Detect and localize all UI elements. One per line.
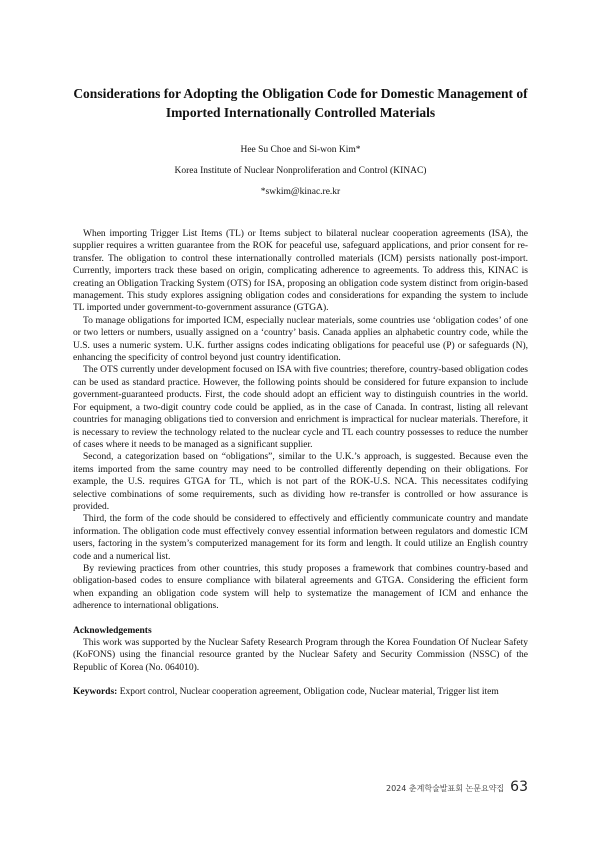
paragraph-1: When importing Trigger List Items (TL) or Items subject to bilateral nuclear cooperation agreements (ISA), the supplier requires a written guarantee from the ROK for peaceful use, safeguard applications, and prior consent for re-transfer. The obligation to control these internationally controlled materials (ICM) persists nationally post-import. Currently, importers track these based on origin, complicating adherence to agreements. To address this, KINAC is creating an Obligation Tracking System (OTS) for ISA, proposing an obligation code system distinct from origin-based management. This study explores assigning obligation codes and considerations for expanding the system to include TL imported under government-to-government assurance (GTGA). — [73, 229, 528, 314]
authors: Hee Su Choe and Si-won Kim* — [240, 145, 361, 155]
paragraph-2: To manage obligations for imported ICM, especially nuclear materials, some countries use ‘obligation codes’ of one or two letters or numbers, usually assigned on a ‘country’ basis. Canada applies an alphabetic country code, while the U.S. uses a numeric system. U.K. further assigns codes indicating obligations for peaceful use (P) or safeguards (N), enhancing the specificity of control beyond just country identification. — [73, 315, 528, 364]
paper-title: Considerations for Adopting the Obligation Code for Domestic Management of Imported Internationally Controlled Materials — [73, 86, 528, 120]
paper-page — [73, 84, 528, 699]
affiliation: Korea Institute of Nuclear Nonproliferation and Control (KINAC) — [174, 166, 427, 176]
acknowledgements-text: This work was supported by the Nuclear Safety Research Program through the Korea Foundation Of Nuclear Safety (KoFONS) using the financial resource granted by the Nuclear Safety and Security Commission (NSSC) of the Republic of Korea (No. 064010). — [73, 638, 528, 673]
keywords — [73, 686, 528, 698]
abstract-body — [73, 228, 528, 613]
paragraph-4: Second, a categorization based on “obligations”, similar to the U.K.’s approach, is suggested. Because even the items imported from the same country may need to be controlled differently depending on their obligations. For example, the U.S. requires GTGA for TL, which is not part of the ROK-U.S. NCA. This necessitates codifying selective combinations of some requirements, such as dividing how re-transfer is controlled or how assurance is provided. — [73, 452, 528, 512]
paragraph-5: Third, the form of the code should be considered to effectively and efficiently communicate country and mandate information. The obligation code must effectively convey essential information between regulators and domestic ICM users, factoring in the system’s computerized management for its form and length. It could utilize an English country code and a numerical list. — [73, 514, 528, 562]
paragraph-6: By reviewing practices from other countries, this study proposes a framework that combines country-based and obligation-based codes to ensure compliance with bilateral agreements and GTGA. Considering the efficient form when expanding an obligation code system will help to systematize the management of ICM and enhance the adherence to international obligations. — [73, 563, 528, 612]
keywords-text: Export control, Nuclear cooperation agreement, Obligation code, Nuclear material, Trigger list item — [119, 687, 499, 698]
page-footer — [386, 779, 528, 795]
corresponding-email: *swkim@kinac.re.kr — [260, 187, 341, 197]
publication-name: 2024 춘계학술발표회 논문요약집 — [385, 784, 505, 793]
paragraph-3: The OTS currently under development focused on ISA with five countries; therefore, country-based obligation codes can be used as standard practice. However, the following points should be considered for future expansion to include government-guaranteed products. First, the code should adopt an efficient way to distinguish countries in the world. For equipment, a two-digit country code could be applied, as in the case of Canada. In contrast, listing all relevant countries for managing obligations tied to conversion and enrichment is impractical for nuclear materials. Therefore, it is necessary to review the technology related to the nuclear cycle and TL each country possesses to reduce the number of cases where it needs to be managed as a significant supplier. — [73, 365, 528, 450]
author-block — [73, 144, 528, 198]
acknowledgements-heading: Acknowledgements — [73, 625, 152, 636]
page-number: 63 — [510, 779, 528, 795]
keywords-label: Keywords: — [73, 687, 118, 698]
